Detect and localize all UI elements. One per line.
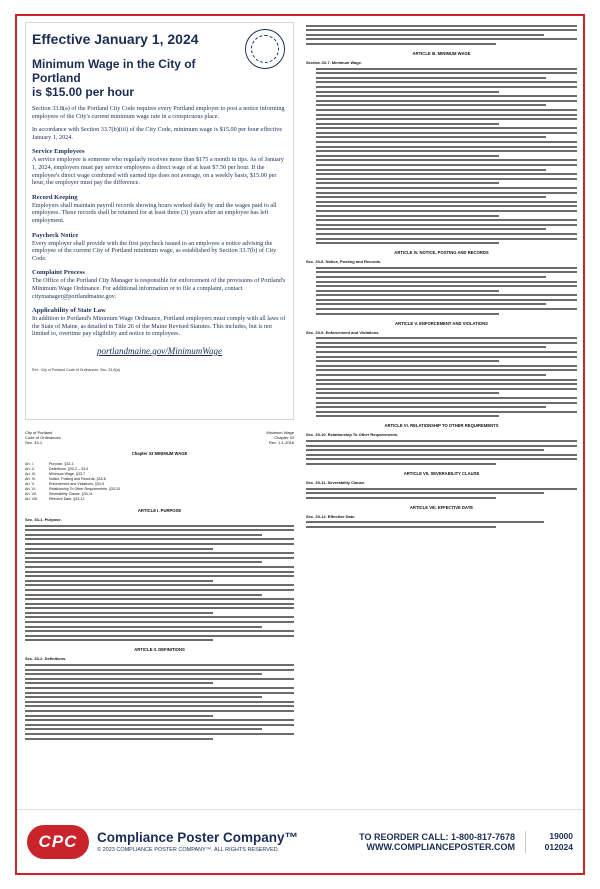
poster-number: 19000 bbox=[549, 830, 573, 841]
poster-codes bbox=[525, 831, 573, 853]
poster-sheet bbox=[15, 14, 585, 875]
article-title: ARTICLE VI. RELATIONSHIP TO OTHER REQUIREMENTS bbox=[384, 423, 499, 429]
poster-footer bbox=[17, 809, 583, 873]
heading-state-law: Applicability of State Law bbox=[32, 307, 106, 315]
heading-paycheck-notice: Paycheck Notice bbox=[32, 231, 79, 239]
paragraph-service-employees: A service employee is someone who regularly receives more than $175 a month in tips. As of January 1, 2024, employers must pay service employees a direct wage of at least $7.50 per hour. If the employee's direct wage combined with earned tips does not average, on a weekly basis, $15.00 per hour, the employer must pay the difference. bbox=[32, 156, 284, 187]
section-title: Section 33-7. Minimum Wage. bbox=[306, 59, 363, 65]
logo-text: CPC bbox=[38, 831, 78, 851]
toc-row: Art. III. Minimum Wage, §33-7 bbox=[25, 472, 86, 476]
minimum-wage-link[interactable]: portlandmaine.gov/MinimumWage bbox=[97, 345, 222, 356]
text-block bbox=[306, 488, 577, 499]
wage-amount: is $15.00 per hour bbox=[32, 85, 135, 99]
text-block bbox=[25, 664, 294, 740]
article-title: ARTICLE VII. SEVERABILITY CLAUSE bbox=[403, 470, 480, 476]
copyright: © 2023 COMPLIANCE POSTER COMPANY™. ALL RIGHTS RESERVED. bbox=[97, 847, 280, 853]
article-title: ARTICLE I. PURPOSE bbox=[137, 508, 182, 513]
section-title: Sec. 33-10. Relationship To Other Requirements. bbox=[306, 432, 399, 438]
reorder-block bbox=[359, 832, 515, 852]
section-title: Sec. 33-1. Purpose. bbox=[25, 517, 62, 522]
toc-row: Art. V. Enforcement and Violations, §33-9 bbox=[25, 482, 105, 486]
brand-block bbox=[97, 830, 298, 853]
article-title: ARTICLE VIII. EFFECTIVE DATE bbox=[409, 504, 474, 510]
website-link[interactable]: WWW.COMPLIANCEPOSTER.COM bbox=[366, 841, 515, 852]
heading-service-employees: Service Employees bbox=[32, 148, 85, 156]
paragraph-complaint-process: The Office of the Portland City Manager is responsible for enforcement of the provisions of Portland's Minimum Wage Ordinance. For additional information or to file a complaint, contact citymanager@portlandmaine.gov. bbox=[32, 277, 286, 300]
header-left-line: Code of Ordinances bbox=[25, 435, 61, 440]
text-block bbox=[316, 267, 577, 315]
toc-row: Art. VI. Relationship To Other Requirements, §33-10 bbox=[25, 487, 121, 491]
reorder-phone[interactable]: TO REORDER CALL: 1-800-817-7678 bbox=[359, 831, 515, 842]
heading-complaint-process: Complaint Process bbox=[32, 269, 85, 277]
section-title: Sec. 33-11. Severability Clause. bbox=[306, 479, 366, 485]
header-right-line: Chapter 33 bbox=[274, 435, 294, 440]
effective-date: Effective January 1, 2024 bbox=[32, 31, 199, 47]
article-title: ARTICLE IV. NOTICE, POSTING AND RECORDS bbox=[394, 250, 489, 256]
text-block bbox=[306, 440, 577, 465]
paragraph-state-law: In addition to Portland's Minimum Wage Ordinance, Portland employers must comply with all laws of the State of Maine, as detailed in Title 26 of the Maine Revised Statutes. This includes, but is not limited to, overtime pay eligibility and notice to employees. bbox=[32, 315, 286, 338]
section-title: Sec. 33-8. Notice, Posting and Records. bbox=[306, 259, 382, 265]
toc-row: Art. II. Definitions, §33-2 – 33-4 bbox=[25, 467, 89, 471]
chapter-title: Chapter 33 MINIMUM WAGE bbox=[131, 451, 188, 456]
intro-paragraph-2: In accordance with Section 33.7(b)(iii) of the City Code, minimum wage is $15.00 per hour effective January 1, 2024. bbox=[32, 126, 283, 141]
brand-name: Compliance Poster Company™ bbox=[97, 830, 299, 845]
section-title: Sec. 33-12. Effective Date. bbox=[306, 513, 356, 519]
text-block bbox=[316, 68, 577, 245]
section-title: Sec. 33-2. Definitions. bbox=[25, 656, 67, 662]
summary-reference: Ref.: City of Portland Code of Ordinances, Sec. 33-8(a) bbox=[32, 367, 120, 372]
toc-row: Art. VIII. Effective Date, §33-12 bbox=[25, 497, 85, 501]
table-of-contents bbox=[25, 462, 294, 502]
paragraph-paycheck-notice: Every employer shall provide with the first paycheck issued to an employee a notice advising the employee of the current City of Portland minimum wage, as established by Section 33.7(b) of City Code. bbox=[32, 239, 277, 262]
intro-paragraph-1: Section 33.8(a) of the Portland City Code requires every Portland employer to post a notice informing employees of the City's current minimum wage rate in a conspicuous place. bbox=[32, 105, 285, 120]
header-left-line: Sec. 33-1 bbox=[25, 440, 43, 445]
left-column bbox=[17, 16, 300, 811]
revision-code: 012024 bbox=[544, 841, 573, 852]
text-block bbox=[306, 25, 577, 45]
toc-row: Art. I. Purpose, §33-1 bbox=[25, 462, 74, 466]
paragraph-record-keeping: Employers shall maintain payroll records showing hours worked daily by and the wages paid to all employees. These records shall be retained for at least three (3) years after an employee has left employment. bbox=[32, 201, 277, 224]
toc-row: Art. IV. Notice, Posting and Records, §33-8 bbox=[25, 477, 106, 481]
header-right-line: Minimum Wage bbox=[266, 430, 294, 435]
header-right-line: Rev. 1-1-2016 bbox=[268, 440, 294, 445]
text-block bbox=[316, 337, 577, 417]
article-title: ARTICLE V. ENFORCEMENT AND VIOLATIONS bbox=[395, 320, 488, 326]
text-block bbox=[25, 525, 294, 642]
header-left-line: City of Portland bbox=[25, 430, 53, 435]
summary-box bbox=[25, 22, 294, 420]
section-title: Sec. 33-9. Enforcement and Violations. bbox=[306, 329, 380, 335]
article-title: ARTICLE III. MINIMUM WAGE bbox=[412, 50, 471, 56]
toc-row: Art. VII. Severability Clause, §33-11 bbox=[25, 492, 93, 496]
article-title: ARTICLE II. DEFINITIONS bbox=[134, 647, 185, 653]
heading-record-keeping: Record Keeping bbox=[32, 193, 78, 201]
right-column bbox=[300, 16, 583, 811]
text-block bbox=[306, 521, 577, 528]
ordinance-header bbox=[25, 430, 294, 445]
cpc-logo-icon bbox=[27, 825, 89, 859]
city-seal-icon bbox=[245, 29, 285, 69]
poster-title: Minimum Wage in the City of Portland bbox=[32, 57, 196, 85]
